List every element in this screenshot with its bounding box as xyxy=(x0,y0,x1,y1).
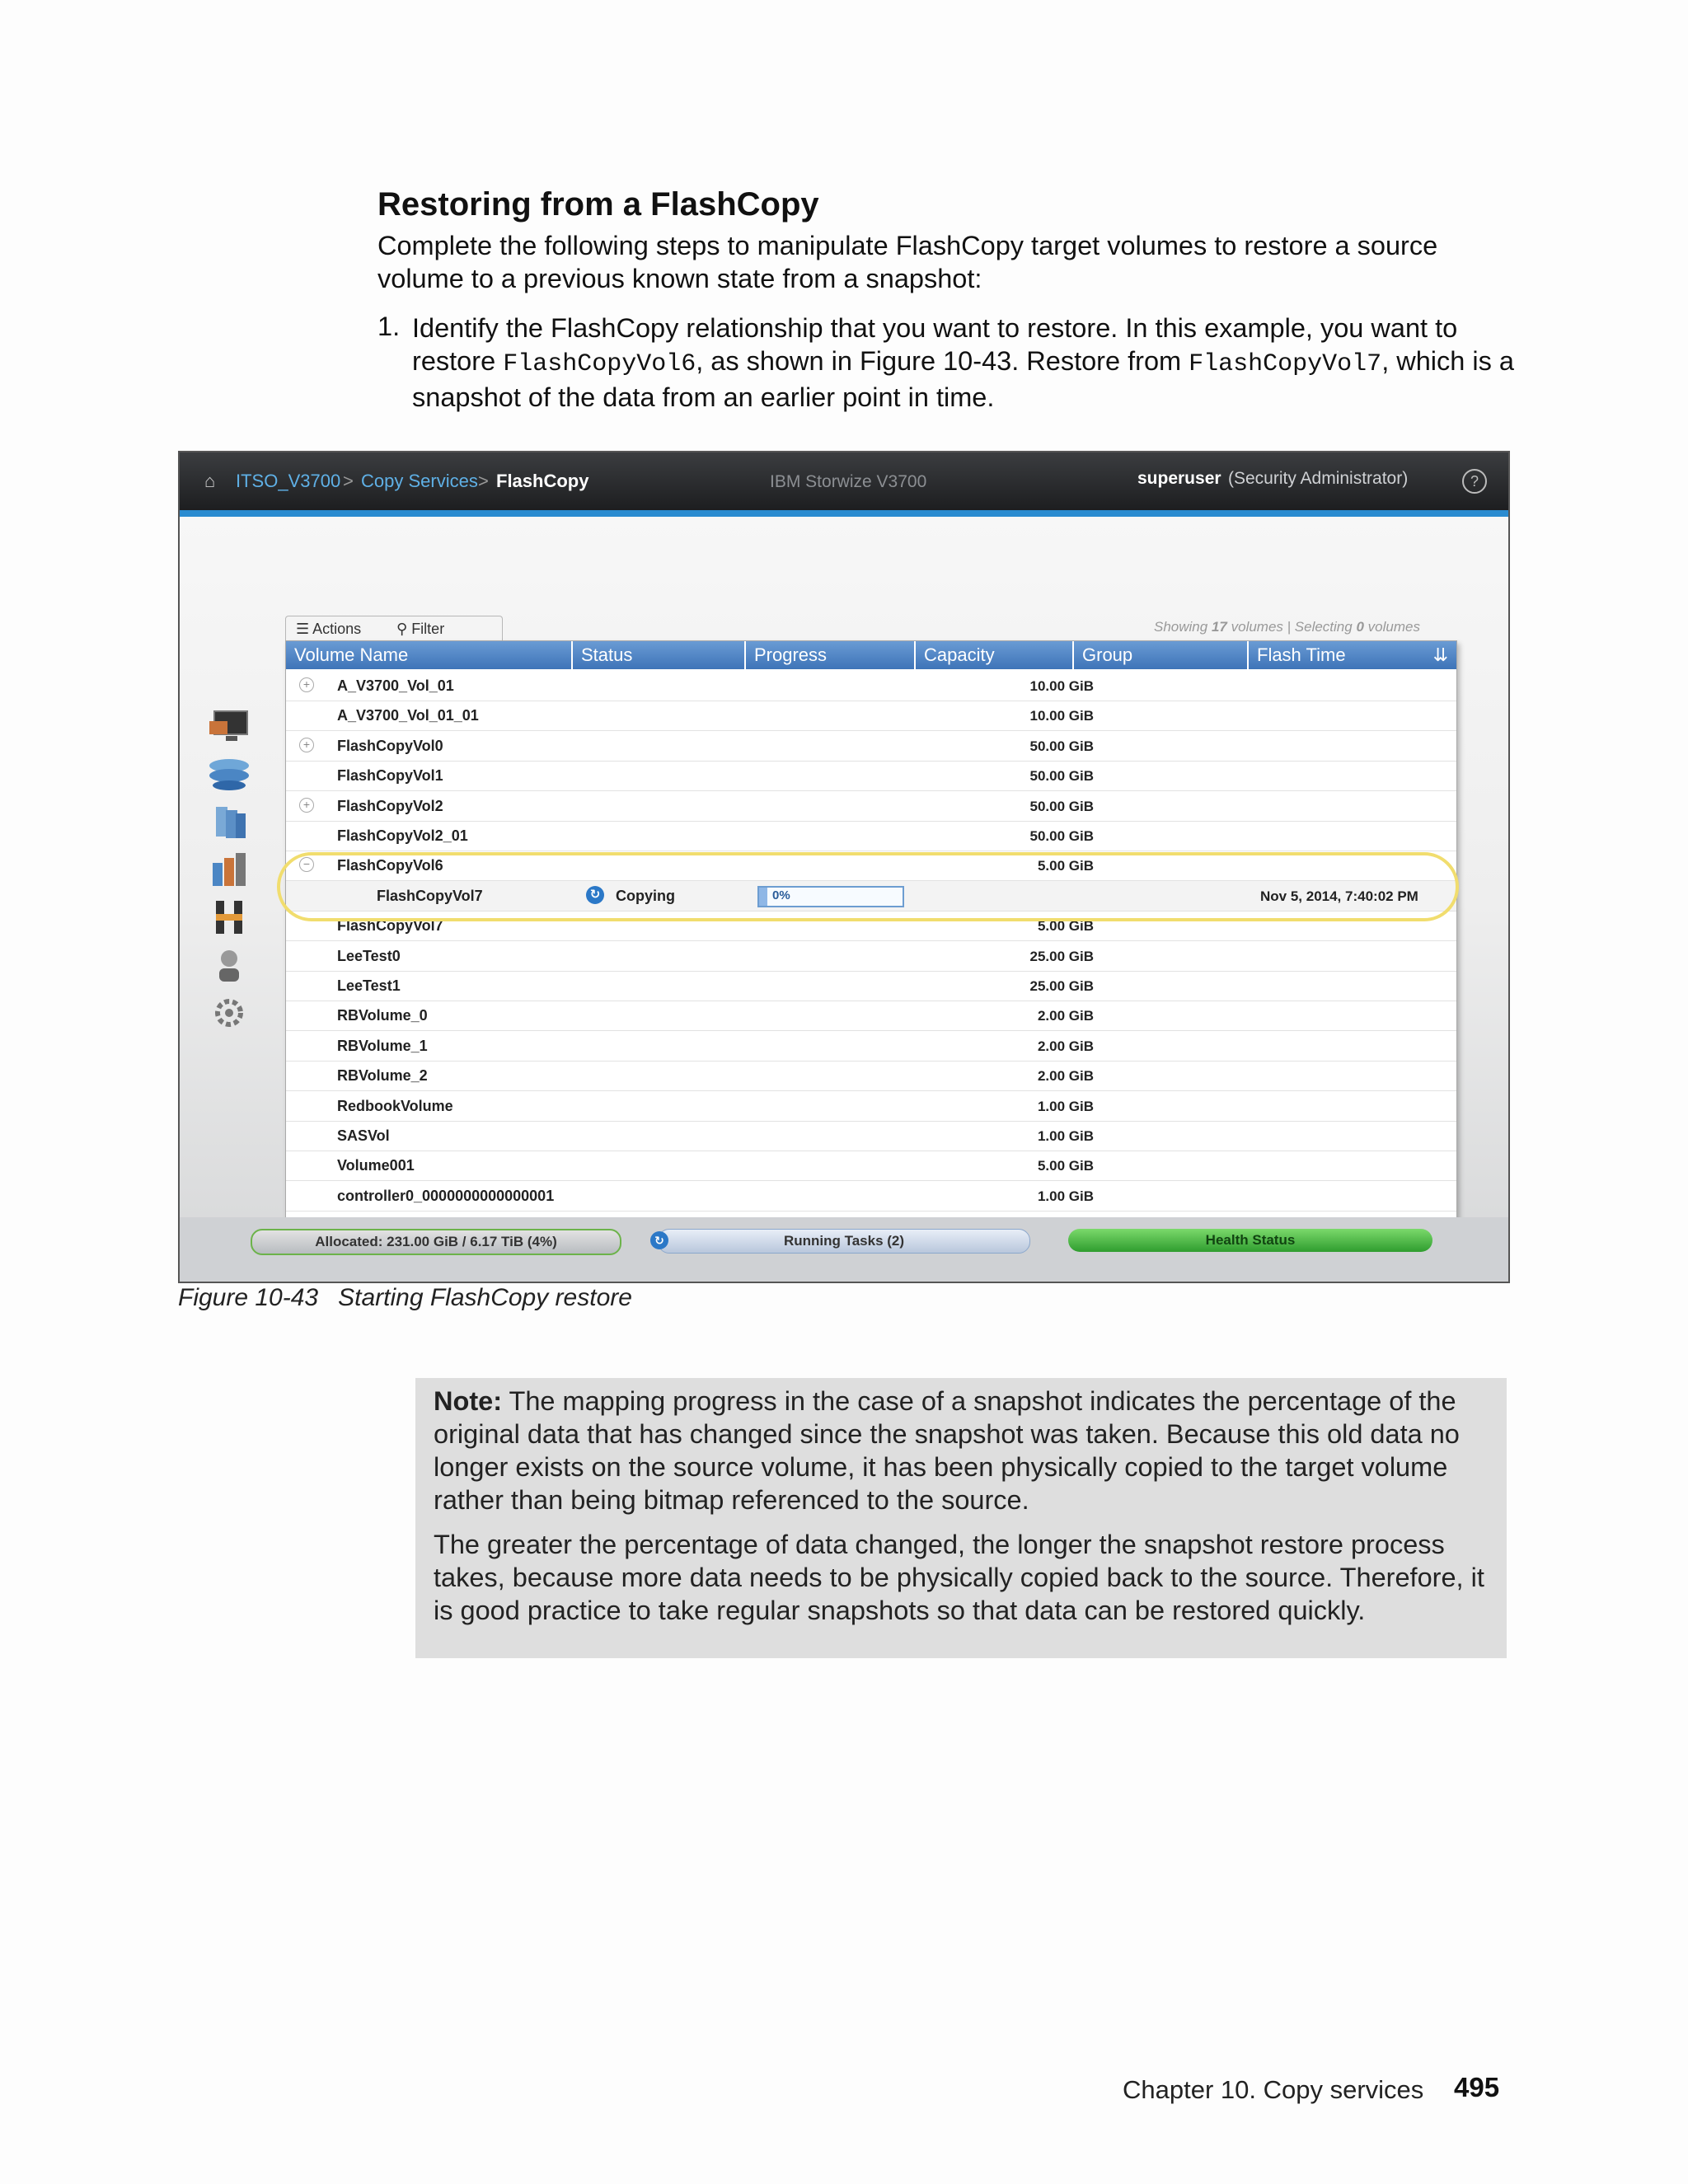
volume-capacity: 50.00 GiB xyxy=(1029,798,1094,814)
volume-name: LeeTest1 xyxy=(337,977,401,994)
column-header-group[interactable]: Group xyxy=(1074,641,1249,669)
volume-capacity: 25.00 GiB xyxy=(1029,948,1094,964)
table-row[interactable] xyxy=(286,941,1456,972)
table-row[interactable] xyxy=(286,1121,1456,1151)
table-row[interactable] xyxy=(286,1151,1456,1181)
running-tasks-bar[interactable]: ↻ Running Tasks (2) xyxy=(658,1229,1030,1254)
volume-name: Volume001 xyxy=(337,1157,415,1174)
actions-button[interactable]: ☰ Actions xyxy=(296,621,362,637)
figure-screenshot xyxy=(178,451,1510,1283)
volume-capacity: 5.00 GiB xyxy=(1037,1158,1094,1174)
copying-icon: ↻ xyxy=(586,886,604,904)
volume-name: controller0_0000000000000001 xyxy=(337,1187,555,1204)
volume-name: RBVolume_2 xyxy=(337,1067,428,1085)
volume-capacity: 5.00 GiB xyxy=(1037,918,1094,935)
progress-text: 0% xyxy=(772,888,790,902)
table-row[interactable] xyxy=(286,671,1456,701)
health-status-bar[interactable]: Health Status xyxy=(1068,1229,1432,1252)
volume-name: FlashCopyVol0 xyxy=(337,737,443,754)
volume-name: FlashCopyVol1 xyxy=(337,767,443,785)
allocated-capacity-bar[interactable]: Allocated: 231.00 GiB / 6.17 TiB (4%) xyxy=(251,1229,621,1255)
settings-icon[interactable] xyxy=(204,993,254,1033)
volume-capacity: 2.00 GiB xyxy=(1037,1038,1094,1054)
breadcrumb-separator: > xyxy=(478,471,489,491)
table-row[interactable] xyxy=(286,731,1456,762)
volume-capacity: 25.00 GiB xyxy=(1029,978,1094,994)
expand-icon[interactable]: + xyxy=(299,738,314,752)
hosts-icon[interactable] xyxy=(204,850,254,889)
table-row[interactable] xyxy=(286,1031,1456,1062)
user-role: (Security Administrator) xyxy=(1228,469,1409,488)
volume-name: LeeTest0 xyxy=(337,947,401,964)
volume-name: FlashCopyVol2_01 xyxy=(337,827,468,844)
volume-capacity: 1.00 GiB xyxy=(1037,1128,1094,1144)
monitoring-icon[interactable] xyxy=(204,706,254,746)
volume-capacity: 10.00 GiB xyxy=(1029,678,1094,694)
note-box xyxy=(415,1378,1507,1658)
volume-name: FlashCopyVol2 xyxy=(337,797,443,814)
table-row[interactable] xyxy=(286,791,1456,822)
table-row[interactable] xyxy=(286,1001,1456,1031)
volumes-icon[interactable] xyxy=(204,802,254,841)
table-row[interactable] xyxy=(286,821,1456,851)
volume-name: SASVol xyxy=(337,1127,390,1144)
table-row[interactable] xyxy=(286,701,1456,731)
breadcrumb-flashcopy: FlashCopy xyxy=(496,471,589,491)
volume-name: RedbookVolume xyxy=(337,1097,453,1114)
volume-name: FlashCopyVol7 xyxy=(337,917,443,935)
refresh-icon: ↻ xyxy=(650,1231,668,1249)
table-row[interactable] xyxy=(286,971,1456,1001)
volume-capacity: 1.00 GiB xyxy=(1037,1188,1094,1204)
intro-paragraph: Complete the following steps to manipulate FlashCopy target volumes to restore a source volume to a previous known state from a snapshot: xyxy=(377,231,1438,293)
step-1-text: Identify the FlashCopy relationship that you want to restore. In this example, you want to restore FlashCopyVol6, as shown in Figure 10-43. Restore from FlashCopyVol7, which is a snapshot of the data from an earlier point in time. xyxy=(412,313,1514,412)
volumes-table xyxy=(285,640,1457,1250)
table-row[interactable] xyxy=(286,1091,1456,1122)
filter-button[interactable]: ⚲ Filter xyxy=(396,621,445,637)
mapping-status: Copying xyxy=(616,887,675,904)
volume-capacity: 50.00 GiB xyxy=(1029,768,1094,785)
figure-caption: Figure 10-43 Starting FlashCopy restore xyxy=(178,1284,632,1311)
grid-toolbar xyxy=(285,616,503,641)
code-flashcopyvol6: FlashCopyVol6 xyxy=(503,350,696,378)
page-number: 495 xyxy=(1454,2072,1500,2102)
accent-strip xyxy=(180,510,1508,517)
note-paragraph-2: The greater the percentage of data changed, the longer the snapshot restore process takes, because more data needs to be physically copied back to the source. Therefore, it is good practice to take regular snapshots so that data can be restored quickly. xyxy=(434,1530,1484,1625)
table-row[interactable] xyxy=(286,1181,1456,1212)
column-header-flash-time[interactable]: Flash Time ⇊ xyxy=(1249,641,1456,669)
note-paragraph-1: Note: The mapping progress in the case of a snapshot indicates the percentage of the original data that has changed since the snapshot was taken. Because this old data no longer exists on the source volume, it has been physically copied to the target volume rather than being bitmap referenced to the source. xyxy=(434,1386,1460,1515)
code-flashcopyvol7: FlashCopyVol7 xyxy=(1189,350,1382,378)
breadcrumb-system[interactable]: ITSO_V3700 xyxy=(236,471,341,491)
volume-name: FlashCopyVol7 xyxy=(377,887,483,904)
access-icon[interactable] xyxy=(204,945,254,985)
column-header-status[interactable]: Status xyxy=(573,641,746,669)
section-heading: Restoring from a FlashCopy xyxy=(377,186,819,223)
selection-summary: Showing 17 volumes | Selecting 0 volumes xyxy=(1154,619,1420,635)
column-header-progress[interactable]: Progress xyxy=(746,641,916,669)
volume-capacity: 5.00 GiB xyxy=(1037,858,1094,874)
volume-capacity: 2.00 GiB xyxy=(1037,1008,1094,1024)
top-bar xyxy=(180,452,1508,510)
column-header-volume-name[interactable]: Volume Name xyxy=(286,641,573,669)
column-chooser-icon[interactable]: ⇊ xyxy=(1432,644,1448,665)
pools-icon[interactable] xyxy=(204,754,254,794)
volume-capacity: 50.00 GiB xyxy=(1029,738,1094,754)
home-icon[interactable]: ⌂ xyxy=(204,471,216,491)
step-number: 1. xyxy=(377,312,401,341)
volume-capacity: 2.00 GiB xyxy=(1037,1068,1094,1085)
volume-name: RBVolume_1 xyxy=(337,1037,428,1054)
main-panel xyxy=(180,517,1508,1217)
volume-capacity: 1.00 GiB xyxy=(1037,1098,1094,1114)
collapse-icon[interactable]: − xyxy=(299,857,314,872)
table-row[interactable] xyxy=(286,1061,1456,1091)
expand-icon[interactable]: + xyxy=(299,677,314,692)
breadcrumb-separator: > xyxy=(343,471,354,491)
table-header xyxy=(286,641,1456,669)
volume-name: A_V3700_Vol_01 xyxy=(337,677,454,694)
footer-chapter: Chapter 10. Copy services xyxy=(1123,2075,1424,2104)
flash-time: Nov 5, 2014, 7:40:02 PM xyxy=(1260,888,1418,904)
table-row[interactable] xyxy=(286,761,1456,791)
volume-capacity: 10.00 GiB xyxy=(1029,708,1094,724)
highlight-ring xyxy=(277,852,1459,921)
column-header-capacity[interactable]: Capacity xyxy=(916,641,1074,669)
volume-name: A_V3700_Vol_01_01 xyxy=(337,707,479,724)
product-name: IBM Storwize V3700 xyxy=(770,472,927,491)
volume-capacity: 50.00 GiB xyxy=(1029,828,1094,844)
expand-icon[interactable]: + xyxy=(299,798,314,813)
breadcrumb-copy-services[interactable]: Copy Services xyxy=(361,471,478,491)
copy-services-icon[interactable] xyxy=(204,898,254,937)
volume-name: RBVolume_0 xyxy=(337,1007,428,1024)
help-icon[interactable]: ? xyxy=(1462,469,1487,494)
volume-name: FlashCopyVol6 xyxy=(337,857,443,874)
user-name[interactable]: superuser xyxy=(1137,469,1221,488)
